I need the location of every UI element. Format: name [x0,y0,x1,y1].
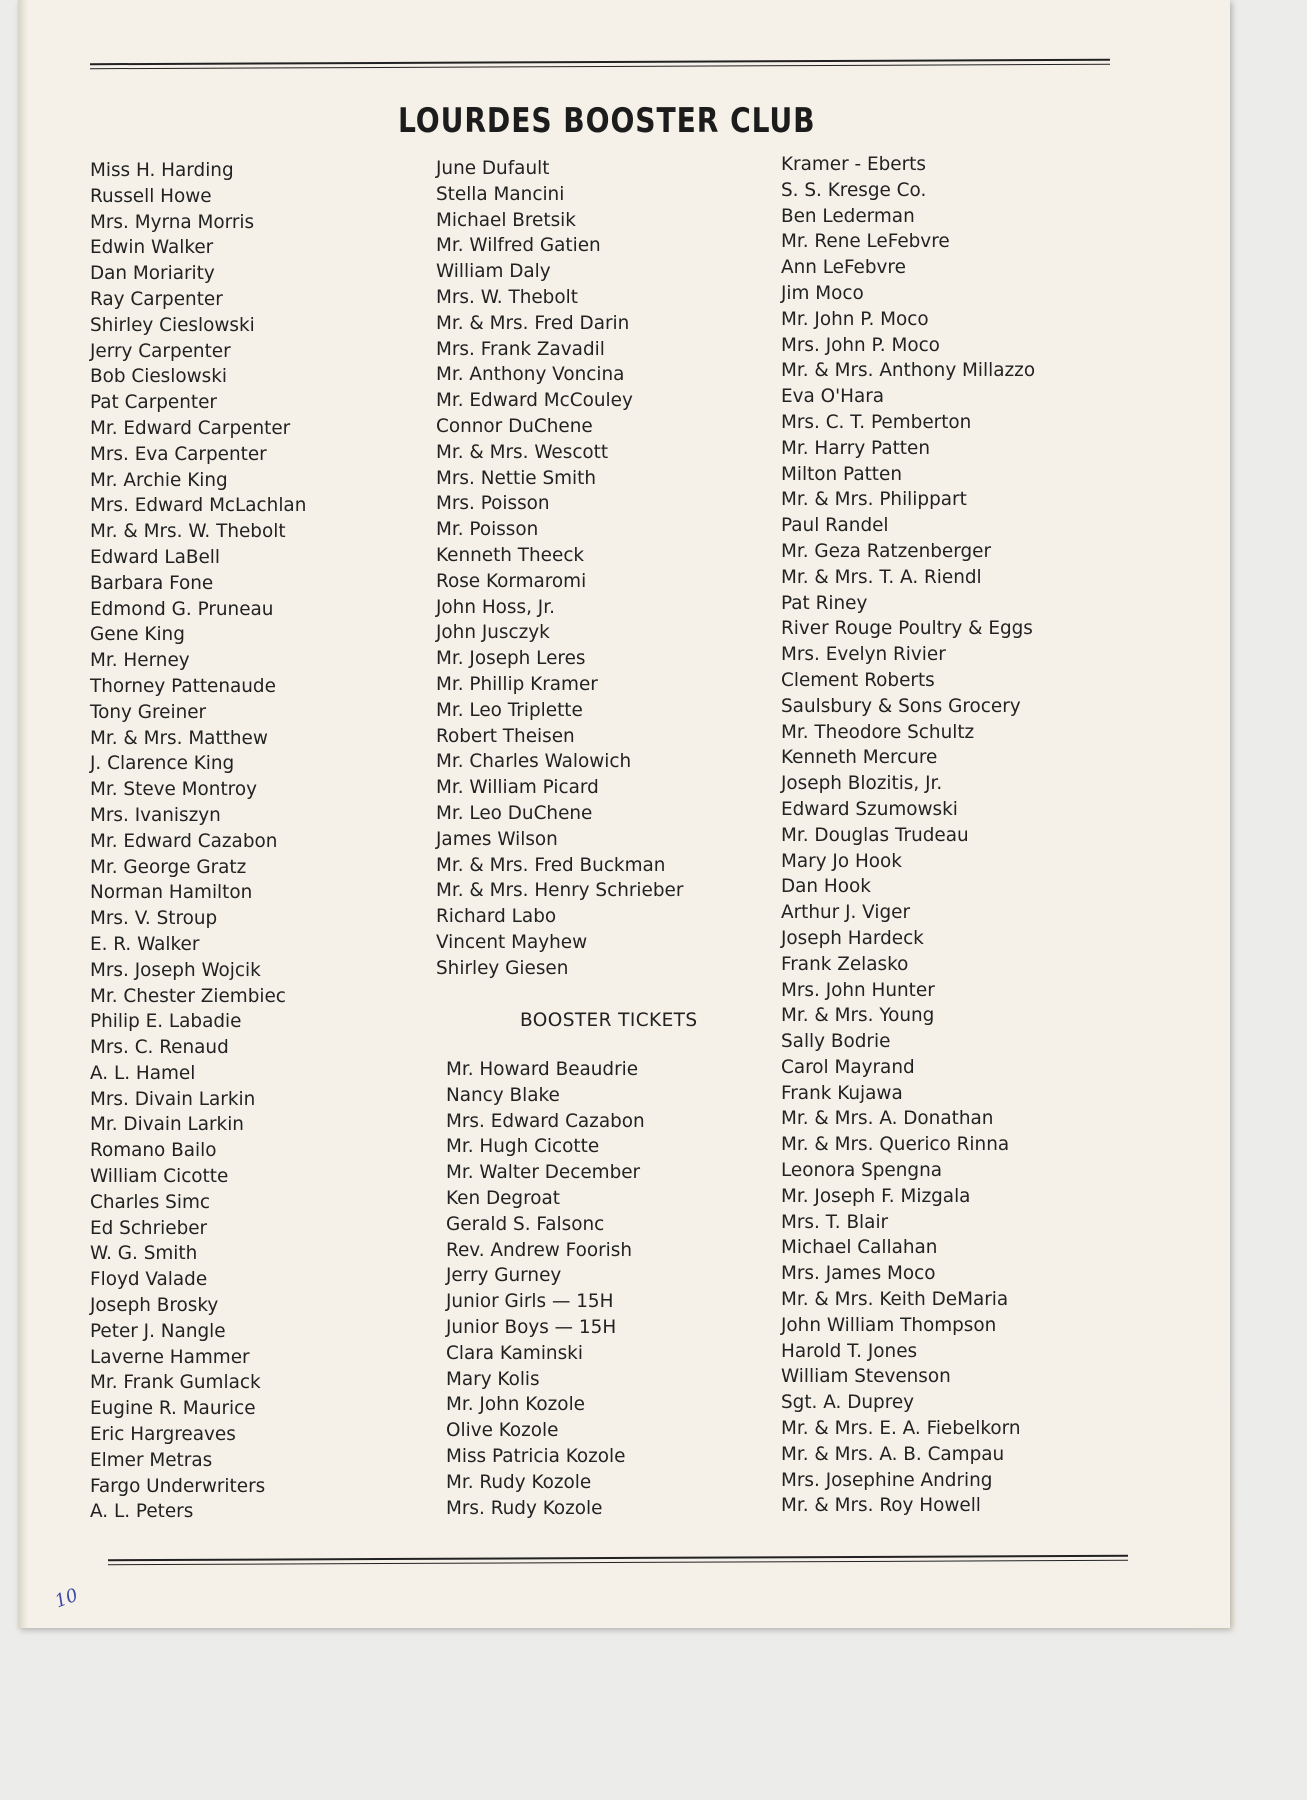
list-item: Mr. & Mrs. Keith DeMaria [781,1289,1009,1311]
list-item: Arthur J. Viger [781,902,911,924]
page-title: LOURDES BOOSTER CLUB [398,101,816,141]
list-item: Edward Szumowski [781,798,958,820]
list-item: Mr. & Mrs. Philippart [781,489,967,511]
list-item: Mr. Anthony Voncina [436,364,625,386]
list-item: Mrs. Divain Larkin [90,1088,256,1110]
list-item: Mr. Harry Patten [781,437,930,459]
list-item: Rev. Andrew Foorish [446,1239,633,1261]
list-item: Ken Degroat [446,1187,560,1209]
list-item: Kenneth Mercure [781,747,938,769]
list-item: Mr. Joseph F. Mizgala [781,1185,971,1207]
list-item: Elmer Metras [90,1449,213,1471]
list-item: Connor DuChene [436,415,593,437]
list-item: Mary Jo Hook [781,850,902,872]
list-item: Edward LaBell [90,546,221,568]
list-item: Miss H. Harding [90,160,234,181]
list-item: Shirley Cieslowski [90,314,255,336]
list-item: Miss Patricia Kozole [446,1445,626,1467]
list-item: Mr. Phillip Kramer [436,673,598,695]
list-item: Eva O'Hara [781,386,885,408]
list-item: Floyd Valade [90,1269,208,1291]
list-item: Pat Riney [781,592,868,614]
list-item: Mrs. Edward Cazabon [446,1110,645,1132]
list-item: Ben Lederman [781,205,915,227]
name-column-2 [436,156,683,982]
list-item: Mr. & Mrs. Anthony Millazzo [781,360,1036,382]
list-item: Ray Carpenter [90,288,223,310]
list-item: Bob Cieslowski [90,366,227,388]
list-item: J. Clarence King [90,753,235,775]
list-item: Kramer - Eberts [781,154,926,175]
list-item: E. R. Walker [90,933,200,955]
list-item: Eric Hargreaves [90,1424,236,1446]
list-item: Mr. & Mrs. E. A. Fiebelkorn [781,1418,1021,1440]
list-item: Mary Kolis [446,1368,540,1390]
list-item: Frank Zelasko [781,953,909,975]
list-item: Mr. William Picard [436,777,599,799]
list-item: John William Thompson [781,1314,997,1336]
list-item: Fargo Underwriters [90,1475,266,1497]
list-item: Mr. Chester Ziembiec [90,985,286,1007]
list-item: John Hoss, Jr. [436,596,555,618]
list-item: Mrs. Ivaniszyn [90,804,221,826]
list-item: John Jusczyk [436,622,550,644]
list-item: Mr. Rene LeFebvre [781,231,950,253]
list-item: Mr. John Kozole [446,1394,585,1416]
list-item: Gerald S. Falsonc [446,1213,605,1235]
list-item: Mr. Leo DuChene [436,802,593,824]
list-item: Shirley Giesen [436,957,569,979]
list-item: Mr. Walter December [446,1162,641,1184]
list-item: Mr. Theodore Schultz [781,721,975,743]
list-item: W. G. Smith [90,1243,198,1265]
list-item: Frank Kujawa [781,1082,903,1104]
list-item: Mr. Geza Ratzenberger [781,540,992,562]
list-item: Mrs. C. T. Pemberton [781,411,972,433]
list-item: Mr. Archie King [90,469,228,491]
list-item: Ed Schrieber [90,1217,208,1239]
list-item: Mr. Charles Walowich [436,751,632,773]
list-item: Thorney Pattenaude [90,675,276,697]
list-item: Mr. & Mrs. A. B. Campau [781,1443,1005,1465]
list-item: Kenneth Theeck [436,544,585,566]
list-item: Joseph Brosky [90,1295,219,1317]
list-item: Mrs. John Hunter [781,979,935,1001]
list-item: Mr. John P. Moco [781,308,929,330]
list-item: Mrs. Josephine Andring [781,1469,993,1491]
list-item: Sally Bodrie [781,1031,891,1053]
list-item: S. S. Kresge Co. [781,179,927,201]
list-item: Mrs. Eva Carpenter [90,443,267,465]
list-item: Junior Boys — 15H [446,1316,617,1338]
list-item: Mr. George Gratz [90,856,247,878]
list-item: Joseph Hardeck [781,927,924,949]
list-item: Peter J. Nangle [90,1320,226,1342]
list-item: Michael Callahan [781,1237,938,1259]
booster-tickets-list [446,1057,645,1521]
list-item: Rose Kormaromi [436,570,587,592]
list-item: Michael Bretsik [436,209,576,231]
list-item: Edmond G. Pruneau [90,598,274,620]
list-item: Mrs. Evelyn Rivier [781,644,946,666]
list-item: River Rouge Poultry & Eggs [781,618,1033,640]
list-item: Charles Simc [90,1191,210,1213]
list-item: A. L. Hamel [90,1062,196,1084]
list-item: Russell Howe [90,185,212,207]
list-item: Eugine R. Maurice [90,1398,256,1420]
list-item: Jerry Carpenter [90,340,231,362]
list-item: Mr. Douglas Trudeau [781,824,969,846]
list-item: Pat Carpenter [90,392,217,414]
list-item: Mrs. Poisson [436,493,550,515]
list-item: Mr. & Mrs. W. Thebolt [90,521,286,543]
list-item: William Cicotte [90,1166,229,1188]
list-item: Mr. & Mrs. Querico Rinna [781,1134,1010,1156]
list-item: Mr. Divain Larkin [90,1114,244,1136]
list-item: Edwin Walker [90,237,214,259]
name-column-1 [90,158,306,1525]
list-item: Stella Mancini [436,183,565,205]
list-item: Mr. Edward Cazabon [90,830,278,852]
list-item: Junior Girls — 15H [446,1291,614,1313]
list-item: Mrs. Nettie Smith [436,467,597,489]
list-item: Norman Hamilton [90,882,253,904]
list-item: Mr. & Mrs. Young [781,1005,935,1027]
list-item: Mr. Edward McCouley [436,390,633,412]
list-item: Joseph Blozitis, Jr. [781,773,943,795]
list-item: Mrs. Joseph Wojcik [90,959,261,981]
list-item: Mr. & Mrs. Fred Buckman [436,854,666,876]
list-item: Mr. Poisson [436,519,539,541]
list-item: Clara Kaminski [446,1342,583,1364]
list-item: Harold T. Jones [781,1340,918,1362]
list-item: Mrs. Edward McLachlan [90,495,307,517]
list-item: William Stevenson [781,1366,951,1388]
list-item: Mr. & Mrs. Wescott [436,441,609,463]
list-item: A. L. Peters [90,1501,194,1523]
list-item: Tony Greiner [90,701,207,723]
list-item: Richard Labo [436,906,557,928]
list-item: Jerry Gurney [446,1265,562,1287]
list-item: Mr. Steve Montroy [90,779,257,801]
list-item: Barbara Fone [90,572,214,594]
booster-tickets-heading: BOOSTER TICKETS [520,1010,698,1031]
list-item: Mr. & Mrs. Matthew [90,727,268,749]
list-item: Mr. Leo Triplette [436,699,583,721]
list-item: Robert Theisen [436,725,575,747]
list-item: Gene King [90,624,185,646]
list-item: Mr. Wilfred Gatien [436,235,601,257]
list-item: Mrs. Frank Zavadil [436,338,605,360]
list-item: James Wilson [436,828,558,850]
list-item: Mr. & Mrs. Fred Darin [436,312,630,334]
list-item: Dan Hook [781,876,871,898]
list-item: Mr. Hugh Cicotte [446,1136,600,1158]
list-item: Clement Roberts [781,669,935,691]
list-item: Olive Kozole [446,1420,559,1442]
list-item: Mrs. T. Blair [781,1211,889,1233]
list-item: Philip E. Labadie [90,1011,242,1033]
list-item: Mrs. V. Stroup [90,908,218,930]
list-item: Paul Randel [781,515,889,537]
list-item: Jim Moco [781,282,864,304]
list-item: Mr. & Mrs. Henry Schrieber [436,880,684,902]
list-item: Saulsbury & Sons Grocery [781,695,1021,717]
list-item: Mr. & Mrs. Roy Howell [781,1495,981,1517]
list-item: Nancy Blake [446,1084,560,1106]
list-item: Mr. Frank Gumlack [90,1372,261,1394]
list-item: Leonora Spengna [781,1160,942,1182]
list-item: Mr. & Mrs. A. Donathan [781,1108,994,1130]
list-item: Mrs. James Moco [781,1263,936,1285]
list-item: Sgt. A. Duprey [781,1392,915,1414]
list-item: Mrs. Rudy Kozole [446,1497,603,1519]
list-item: Milton Patten [781,463,902,485]
list-item: Mrs. W. Thebolt [436,286,578,308]
page-binding-edge [18,0,28,1628]
name-column-3 [781,152,1035,1519]
list-item: Mr. Herney [90,650,190,672]
list-item: Dan Moriarity [90,263,215,285]
list-item: June Dufault [436,158,550,179]
list-item: Ann LeFebvre [781,257,906,279]
handwritten-page-number: 10 [52,1584,81,1613]
list-item: Vincent Mayhew [436,931,588,953]
list-item: William Daly [436,261,551,283]
list-item: Carol Mayrand [781,1056,915,1078]
list-item: Laverne Hammer [90,1346,250,1368]
list-item: Romano Bailo [90,1140,217,1162]
list-item: Mr. Rudy Kozole [446,1471,592,1493]
list-item: Mr. Joseph Leres [436,648,586,670]
list-item: Mr. Howard Beaudrie [446,1059,639,1080]
list-item: Mrs. C. Renaud [90,1037,229,1059]
list-item: Mr. & Mrs. T. A. Riendl [781,566,982,588]
list-item: Mrs. John P. Moco [781,334,940,356]
list-item: Mrs. Myrna Morris [90,211,255,233]
list-item: Mr. Edward Carpenter [90,417,291,439]
